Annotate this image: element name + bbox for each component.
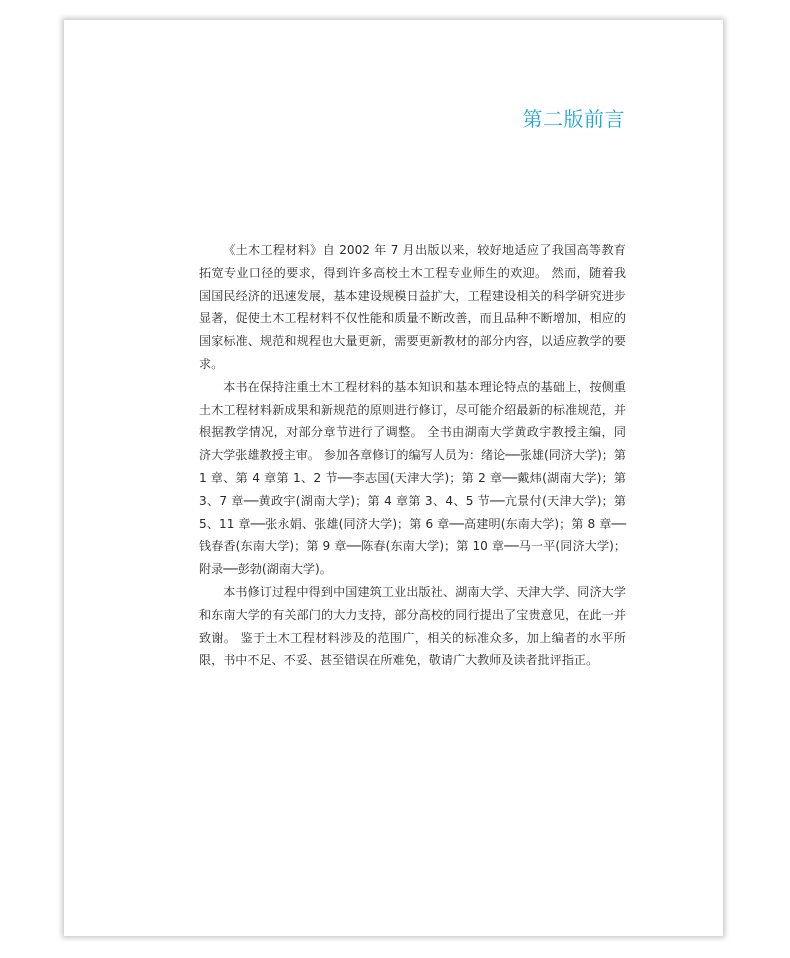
preface-title: 第二版前言 [522,107,625,131]
paragraph-acknowledgements: 本书修订过程中得到中国建筑工业出版社、湖南大学、天津大学、同济大学和东南大学的有关部门的大力支持，部分高校的同行提出了宝贵意见，在此一并致谢。 鉴于土木工程材料涉及的范围广，相关的标准众多，加上编者的水平所限，书中不足、不妥、甚至错误在所难免，敬请广大教师及读者批评指正。 [199,584,626,668]
paragraph-publication-history: 《土木工程材料》自 2002 年 7 月出版以来，较好地适应了我国高等教育拓宽专业口径的要求，得到许多高校土木工程专业师生的欢迎。 然而，随着我国国民经济的迅速发展，基本建设规模日益扩大，工程建设相关的科学研究进步显著，促使土木工程材料不仅性能和质量不断改善，而且品种不断增加，相应的国家标准、规范和规程也大量更新，需要更新教材的部分内容，以适应教学的要求。 [199,243,626,371]
preface-body [199,239,626,672]
document-page [64,20,723,936]
paragraph-revision-authors: 本书在保持注重土木工程材料的基本知识和基本理论特点的基础上，按侧重土木工程材料新成果和新规范的原则进行修订，尽可能介绍最新的标准规范，并根据教学情况，对部分章节进行了调整。 全书由湖南大学黄政宇教授主编，同济大学张雄教授主审。 参加各章修订的编写人员为：绪论──张雄(同济大学)；第 1 章、第 4 章第 1、2 节──李志国(天津大学)；第 2 章──戴炜(湖南大学)；第 3、7 章──黄政宇(湖南大学)；第 4 章第 3、4、5 节──亢景付(天津大学)；第 5、11 章──张永娟、张雄(同济大学)；第 6 章──高建明(东南大学)；第 8 章──钱春香(东南大学)；第 9 章──陈春(东南大学)；第 10 章──马一平(同济大学)；附录──彭勃(湖南大学)。 [199,379,626,577]
